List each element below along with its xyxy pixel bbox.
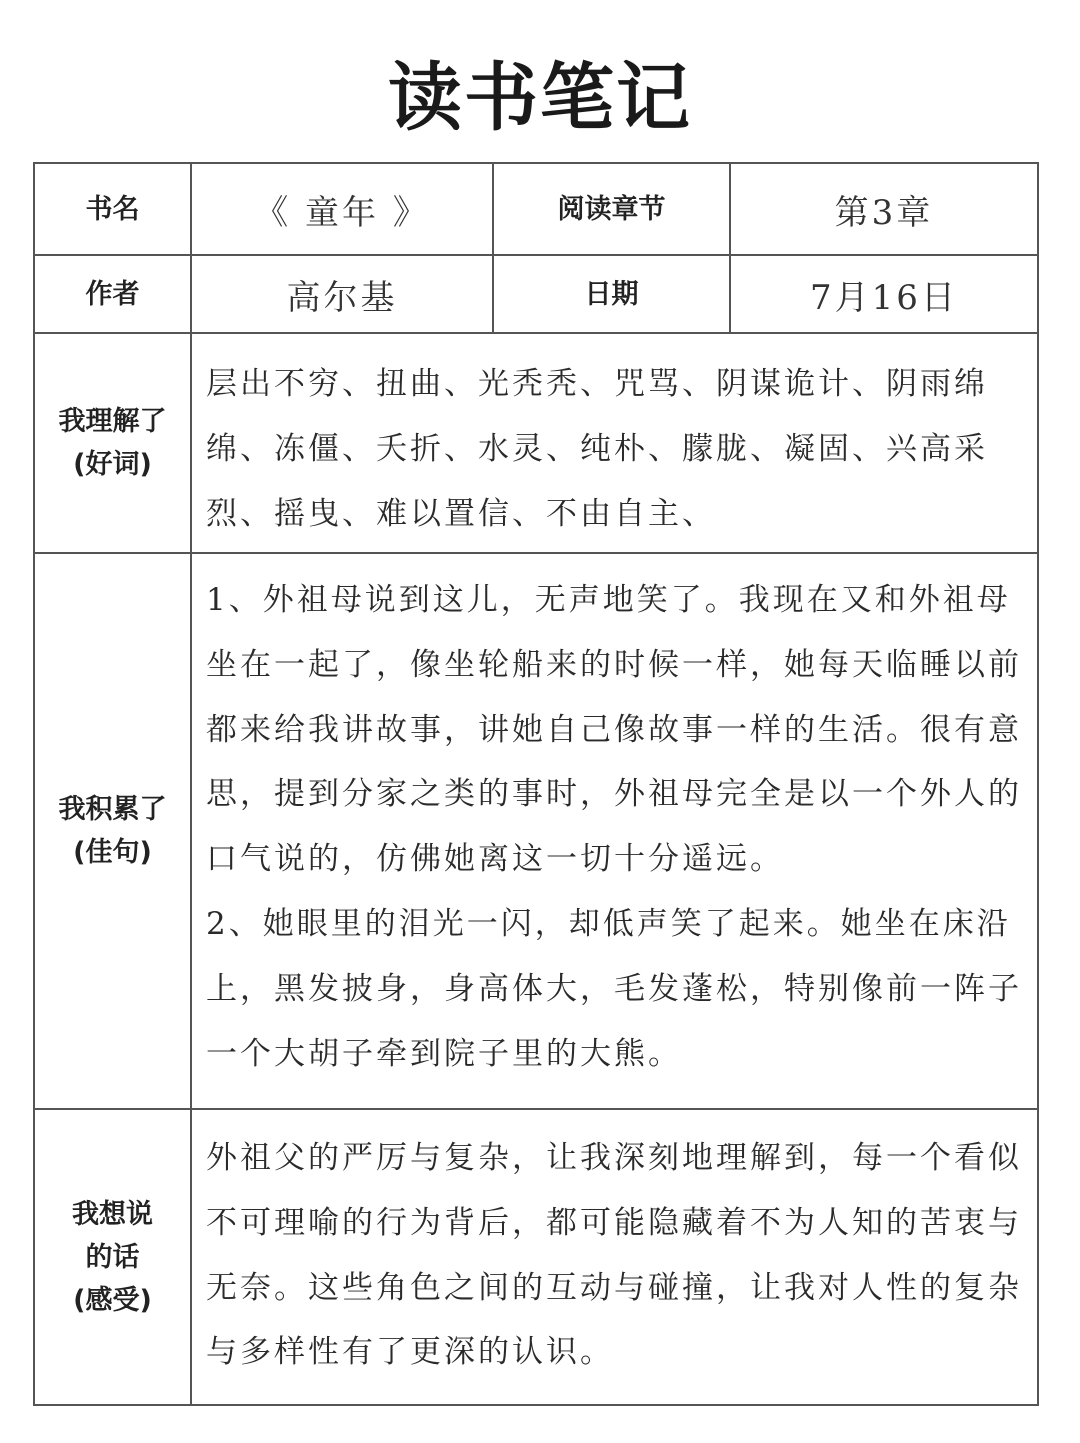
good-sentences-cell — [191, 553, 1038, 1109]
feelings-label — [34, 1109, 191, 1405]
chapter-label: 阅读章节 — [493, 163, 730, 255]
book-info-row — [34, 163, 1038, 255]
sentence-paragraph-2: 2、她眼里的泪光一闪，却低声笑了起来。她坐在床沿上，黑发披身，身高体大，毛发蓬松，特别像前一阵子一个大胡子牵到院子里的大熊。 — [206, 905, 1022, 1072]
good-words-cell — [191, 333, 1038, 553]
book-name-value: 《 童年 》 — [191, 163, 493, 255]
good-sentences-label-line2: (佳句) — [73, 837, 152, 868]
author-label: 作者 — [34, 255, 191, 333]
good-words-label-line2: (好词) — [73, 449, 152, 480]
good-words-label — [34, 333, 191, 553]
date-value: 7月16日 — [730, 255, 1038, 333]
feelings-label-line1: 我想说 — [72, 1198, 153, 1230]
feelings-label-line3: (感受) — [73, 1284, 152, 1316]
good-sentences-label — [34, 553, 191, 1109]
good-words-label-line1: 我理解了 — [58, 406, 167, 437]
chapter-value: 第3章 — [730, 163, 1038, 255]
author-value: 高尔基 — [191, 255, 493, 333]
sentence-paragraph-1: 1、外祖母说到这儿，无声地笑了。我现在又和外祖母坐在一起了，像坐轮船来的时候一样，她每天临睡以前都来给我讲故事，讲她自己像故事一样的生活。很有意思，提到分家之类的事时，外祖母完全是以一个外人的口气说的，仿佛她离这一切十分遥远。 — [206, 582, 1022, 878]
reading-notes-table — [33, 162, 1039, 1406]
good-sentences-row — [34, 553, 1038, 1109]
good-words-content: 层出不穷、扭曲、光秃秃、咒骂、阴谋诡计、阴雨绵绵、冻僵、夭折、水灵、纯朴、朦胧、凝固、兴高采烈、摇曳、难以置信、不由自主、 — [206, 366, 988, 532]
author-date-row — [34, 255, 1038, 333]
feelings-content: 外祖父的严厉与复杂，让我深刻地理解到，每一个看似不可理喻的行为背后，都可能隐藏着不为人知的苦衷与无奈。这些角色之间的互动与碰撞，让我对人性的复杂与多样性有了更深的认识。 — [206, 1140, 1022, 1371]
page-title: 读书笔记 — [388, 55, 692, 141]
date-label: 日期 — [493, 255, 730, 333]
good-words-row — [34, 333, 1038, 553]
book-name-label: 书名 — [34, 163, 191, 255]
feelings-label-line2: 的话 — [85, 1241, 140, 1273]
feelings-cell — [191, 1109, 1038, 1405]
good-sentences-label-line1: 我积累了 — [58, 794, 167, 825]
feelings-row — [34, 1109, 1038, 1405]
